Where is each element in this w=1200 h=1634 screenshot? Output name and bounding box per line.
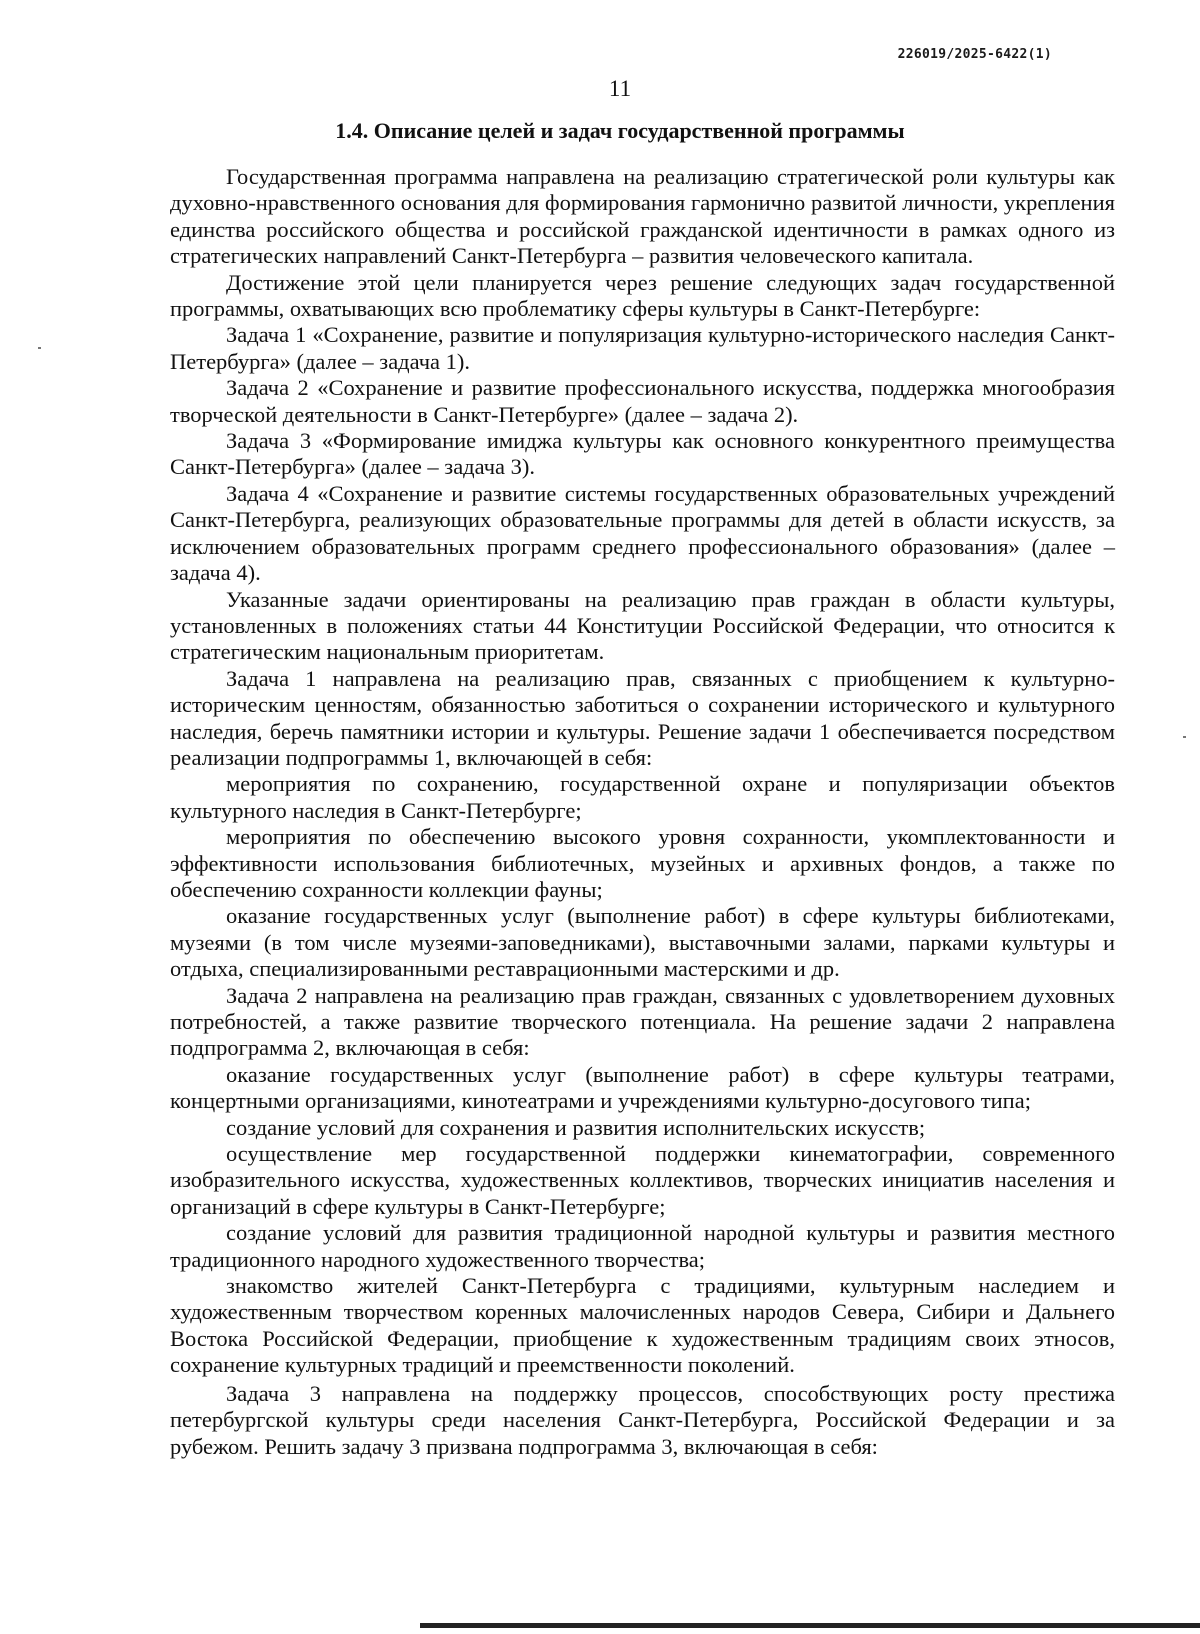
scan-speck (1183, 736, 1186, 738)
page-number: 11 (608, 76, 632, 101)
paragraph: мероприятия по сохранению, государственной охране и популяризации объектов культурного наследия в Санкт-Петербурге; (170, 771, 1115, 823)
paragraph: осуществление мер государственной поддержки кинематографии, современного изобразительного искусства, художественных коллективов, творческих инициатив населения и организаций в сфере культуры в Санкт-Петербурге; (170, 1141, 1115, 1219)
paragraph: создание условий для развития традиционной народной культуры и развития местного традиционного народного художественного творчества; (170, 1220, 1115, 1272)
paragraph: Задача 2 направлена на реализацию прав граждан, связанных с удовлетворением духовных потребностей, а также развитие творческого потенциала. На решение задачи 2 направлена подпрограмма 2, включающая в себя: (170, 982, 1115, 1061)
scan-speck (38, 347, 41, 349)
paragraph: Государственная программа направлена на реализацию стратегической роли культуры как духовно-нравственного основания для формирования гармонично развитой личности, укрепления единства российского общества и российской гражданской идентичности в рамках одного из стратегических направлений Санкт-Петербурга – развития человеческого капитала. (170, 164, 1115, 269)
paragraph: Задача 3 направлена на поддержку процессов, способствующих росту престижа петербургской культуры среди населения Санкт-Петербурга, Российской Федерации и за рубежом. Решить задачу 3 призвана подпрограмма 3, включающая в себя: (170, 1380, 1115, 1459)
paragraph: оказание государственных услуг (выполнение работ) в сфере культуры библиотеками, музеями (в том числе музеями-заповедниками), выставочными залами, парками культуры и отдыха, специализированными реставрационными мастерскими и др. (170, 903, 1115, 982)
paragraph: Задача 3 «Формирование имиджа культуры как основного конкурентного преимущества Санкт-Петербурга» (далее – задача 3). (170, 428, 1115, 480)
scan-bottom-edge (420, 1623, 1200, 1628)
document-registration-number: 226019/2025-6422(1) (897, 47, 1052, 62)
paragraph: Задача 1 направлена на реализацию прав, связанных с приобщением к культурно-историческим ценностям, обязанностью заботиться о сохранении исторического и культурного наследия, беречь памятники истории и культуры. Решение задачи 1 обеспечивается посредством реализации подпрограммы 1, включающей в себя: (170, 665, 1115, 770)
paragraph: Указанные задачи ориентированы на реализацию прав граждан в области культуры, установленных в положениях статьи 44 Конституции Российской Федерации, что относится к стратегическим национальным приоритетам. (170, 586, 1115, 665)
paragraph: оказание государственных услуг (выполнение работ) в сфере культуры театрами, концертными организациями, кинотеатрами и учреждениями культурно-досугового типа; (170, 1061, 1115, 1114)
paragraph: мероприятия по обеспечению высокого уровня сохранности, укомплектованности и эффективности использования библиотечных, музейных и архивных фондов, а также по обеспечению сохранности коллекции фауны; (170, 824, 1115, 902)
paragraph: Задача 4 «Сохранение и развитие системы государственных образовательных учреждений Санкт-Петербурга, реализующих образовательные программы для детей в области искусств, за исключением образовательных программ среднего профессионального образования» (далее – задача 4). (170, 480, 1115, 586)
document-body (170, 164, 1115, 1460)
section-heading: 1.4. Описание целей и задач государственной программы (335, 118, 905, 143)
paragraph: Задача 2 «Сохранение и развитие профессионального искусства, поддержка многообразия творческой деятельности в Санкт-Петербурге» (далее – задача 2). (170, 375, 1115, 427)
paragraph: создание условий для сохранения и развития исполнительских искусств; (226, 1114, 926, 1140)
paragraph: Задача 1 «Сохранение, развитие и популяризация культурно-исторического наследия Санкт-Петербурга» (далее – задача 1). (170, 322, 1115, 374)
paragraph: Достижение этой цели планируется через решение следующих задач государственной программы, охватывающих всю проблематику сферы культуры в Санкт-Петербурге: (170, 269, 1115, 322)
paragraph: знакомство жителей Санкт-Петербурга с традициями, культурным наследием и художественным творчеством коренных малочисленных народов Севера, Сибири и Дальнего Востока Российской Федерации, приобщение к художественным традициям своих этносов, сохранение культурных традиций и преемственности поколений. (170, 1273, 1115, 1378)
